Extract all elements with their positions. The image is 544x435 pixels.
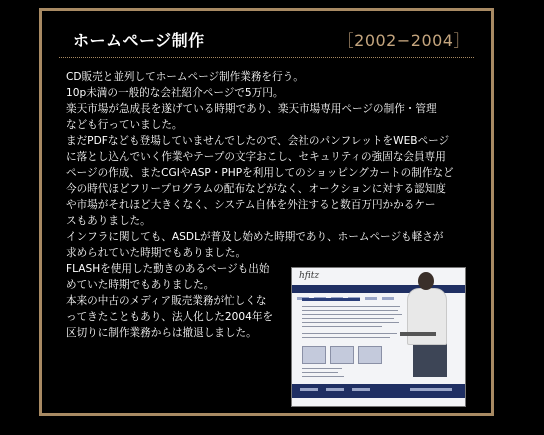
site-text-line bbox=[302, 368, 342, 369]
text-line: インフラに関しても、ASDLが普及し始めた時期であり、ホームページも軽さが bbox=[66, 231, 444, 243]
site-text-line bbox=[302, 333, 397, 334]
text-line: ページの作成、またCGIやASP・PHPを利用してのショッピングカートの制作など bbox=[66, 167, 454, 179]
text-line: 求められていた時期でもありました。 bbox=[66, 247, 247, 259]
text-line: に落とし込んでいく作業やテープの文字おこし、セキュリティの強固な会員専用 bbox=[66, 151, 446, 163]
title-divider bbox=[59, 57, 474, 58]
text-line: ってきたこともあり、法人化した2004年を bbox=[66, 311, 274, 323]
person-figure-legs bbox=[413, 342, 447, 377]
text-line: まだPDFなども登場していませんでしたので、会社のパンフレットをWEBページ bbox=[66, 135, 450, 147]
site-thumbnail bbox=[330, 346, 354, 364]
site-footer bbox=[292, 384, 466, 398]
website-screenshot-image bbox=[291, 267, 466, 407]
site-text-line bbox=[302, 314, 402, 315]
text-line: CD販売と並列してホームページ制作業務を行う。 bbox=[66, 71, 304, 83]
page-title: ホームページ制作 bbox=[73, 31, 205, 50]
text-line: めていた時期でもありました。 bbox=[66, 279, 215, 291]
site-heading-bar bbox=[302, 298, 360, 301]
text-line: なども行っていました。 bbox=[66, 119, 183, 131]
text-line: 10p未満の一般的な会社紹介ページで5万円。 bbox=[66, 87, 284, 99]
text-line: FLASHを使用した動きのあるページも出始 bbox=[66, 263, 270, 275]
site-text-line bbox=[302, 337, 390, 338]
content-frame bbox=[39, 8, 494, 416]
site-text-line bbox=[302, 310, 398, 311]
site-logo: hfitz bbox=[299, 271, 320, 281]
text-line: 楽天市場が急成長を遂げている時期であり、楽天市場専用ページの制作・管理 bbox=[66, 103, 437, 115]
text-line: 本来の中古のメディア販売業務が忙しくな bbox=[66, 295, 267, 307]
person-figure-head bbox=[418, 272, 434, 290]
site-thumbnail bbox=[302, 346, 326, 364]
site-text-line bbox=[302, 326, 382, 327]
text-line: や市場がそれほど大きくなく、システム自体を外注すると数百万円かかるケー bbox=[66, 199, 436, 211]
site-text-line bbox=[302, 376, 344, 377]
text-line: スもありました。 bbox=[66, 215, 151, 227]
text-line: 区切りに制作業務からは撤退しました。 bbox=[66, 327, 257, 339]
site-text-line bbox=[302, 318, 394, 319]
site-thumbnail bbox=[358, 346, 382, 364]
year-range: ［2002−2004］ bbox=[337, 31, 470, 50]
text-line: 今の時代ほどフリープログラムの配布などがなく、オークションに対する認知度 bbox=[66, 183, 446, 195]
site-text-line bbox=[302, 322, 399, 323]
site-text-line bbox=[302, 372, 338, 373]
person-figure-body bbox=[407, 288, 447, 345]
laptop-figure bbox=[400, 332, 436, 336]
site-text-line bbox=[302, 306, 400, 307]
